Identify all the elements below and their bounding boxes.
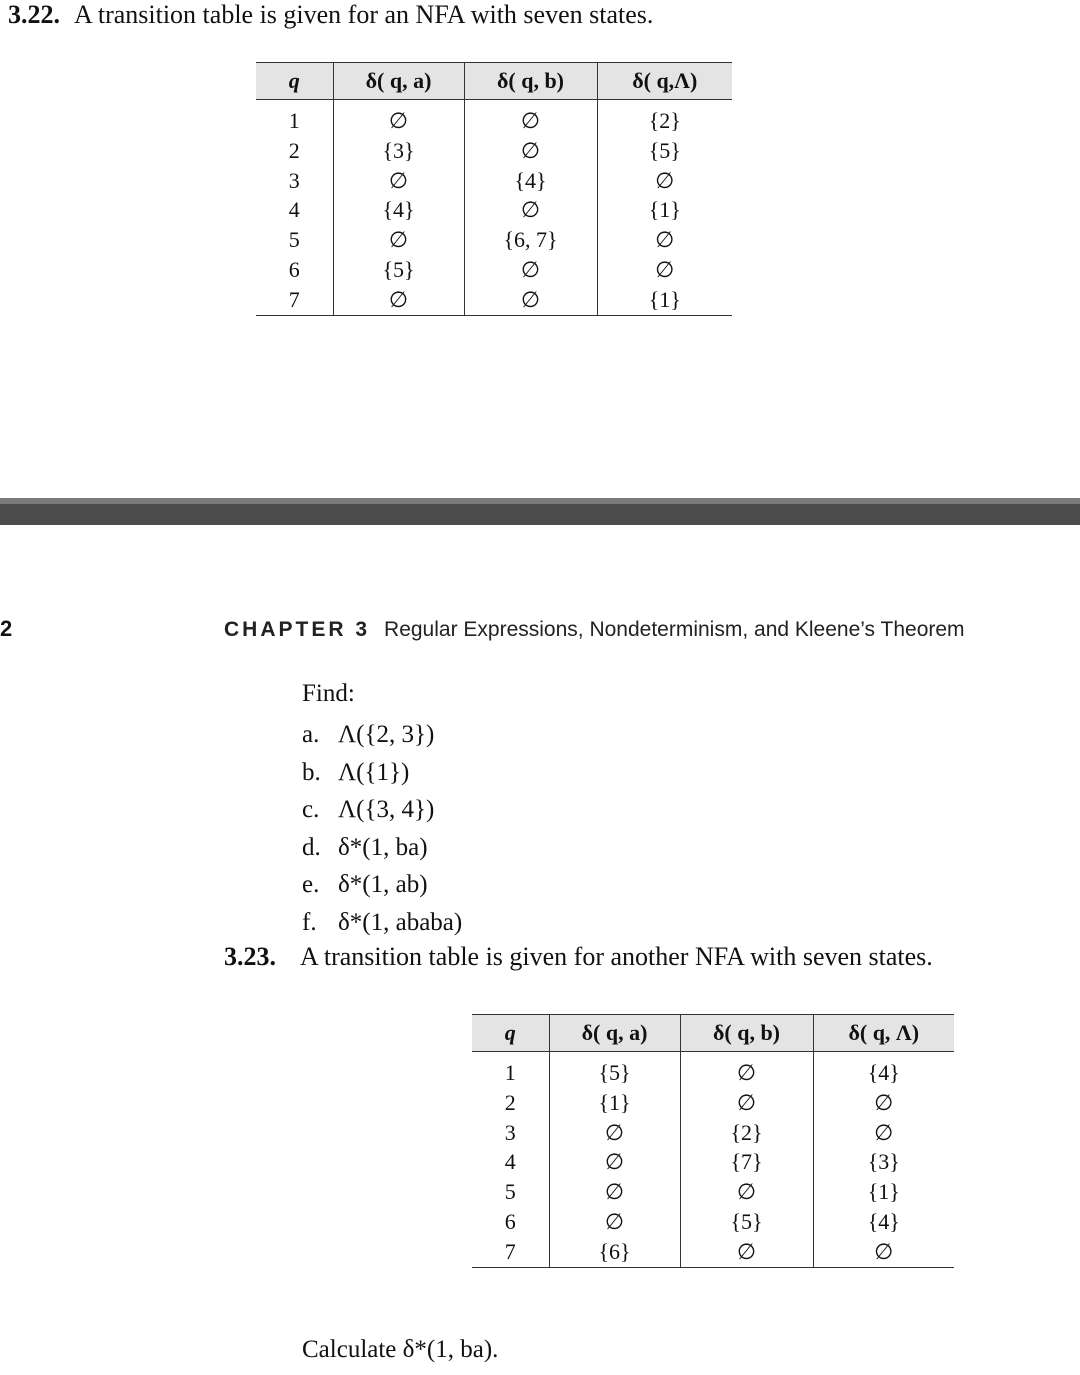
header-state: q	[256, 63, 333, 100]
page-number: 2	[0, 616, 13, 641]
page-separator-highlight	[0, 498, 1080, 504]
cell: ∅	[549, 1147, 680, 1177]
cell: {7}	[680, 1147, 813, 1177]
cell: 7	[256, 285, 333, 315]
table-row	[472, 1088, 954, 1118]
cell: ∅	[464, 285, 597, 315]
cell: {6}	[549, 1237, 680, 1267]
cell: 7	[472, 1237, 549, 1267]
table-row	[256, 255, 732, 285]
list-item	[302, 716, 462, 754]
cell: ∅	[464, 100, 597, 136]
cell: 3	[288, 167, 300, 193]
cell: {4}	[333, 195, 464, 225]
table-row	[256, 166, 732, 196]
item-label: f.	[302, 908, 317, 936]
chapter-title: Regular Expressions, Nondeterminism, and Kleene’s Theorem	[384, 618, 965, 641]
cell: {3}	[333, 136, 464, 166]
cell: 6	[288, 256, 300, 282]
item-label: b.	[302, 758, 321, 786]
list-item	[302, 904, 462, 942]
cell: 2	[288, 137, 300, 163]
item-label: e.	[302, 871, 320, 898]
cell: ∅	[813, 1088, 954, 1118]
transition-table-3-23	[472, 1014, 954, 1268]
cell: {4}	[464, 166, 597, 196]
cell: ∅	[464, 136, 597, 166]
header-delta-lambda: δ( q,Λ)	[597, 63, 732, 100]
transition-table-3-22	[256, 62, 732, 316]
cell: {2}	[597, 100, 732, 136]
header-delta-a: δ( q, a)	[333, 63, 464, 100]
running-header	[224, 618, 965, 642]
cell: ∅	[813, 1118, 954, 1148]
cell: 5	[288, 227, 300, 253]
cell: 2	[504, 1089, 516, 1115]
cell: {1}	[597, 285, 732, 315]
problem-3-22-statement	[8, 0, 653, 30]
list-item	[302, 866, 462, 904]
cell: {5}	[680, 1207, 813, 1237]
cell: ∅	[333, 285, 464, 315]
list-item	[302, 754, 462, 792]
chapter-label: CHAPTER 3	[224, 618, 371, 641]
cell: ∅	[333, 166, 464, 196]
cell: {3}	[813, 1147, 954, 1177]
table-row	[256, 195, 732, 225]
cell: {5}	[597, 136, 732, 166]
cell: {4}	[813, 1207, 954, 1237]
cell: {1}	[813, 1177, 954, 1207]
cell: 4	[288, 197, 300, 223]
cell: 6	[504, 1208, 516, 1234]
list-item	[302, 791, 462, 829]
cell: 4	[504, 1149, 516, 1175]
header-delta-b: δ( q, b)	[680, 1015, 813, 1052]
item-label: d.	[302, 833, 321, 861]
item-expression: Λ({3, 4})	[338, 796, 435, 823]
cell: ∅	[333, 225, 464, 255]
cell: {1}	[597, 195, 732, 225]
table-row	[472, 1147, 954, 1177]
cell: {1}	[549, 1088, 680, 1118]
item-expression: Λ({2, 3})	[338, 721, 435, 748]
cell: ∅	[464, 255, 597, 285]
table-row	[472, 1052, 954, 1088]
cell: ∅	[549, 1207, 680, 1237]
cell: 1	[288, 108, 300, 133]
problem-text: A transition table is given for an NFA with seven states.	[74, 0, 654, 29]
cell: {2}	[680, 1118, 813, 1148]
cell: ∅	[549, 1118, 680, 1148]
cell: ∅	[813, 1237, 954, 1267]
item-expression: δ*(1, ababa)	[338, 908, 463, 936]
cell: ∅	[597, 255, 732, 285]
cell: 5	[504, 1179, 516, 1205]
problem-text: A transition table is given for another NFA with seven states.	[300, 942, 933, 971]
problem-number: 3.23.	[224, 942, 276, 971]
item-expression: Λ({1})	[338, 758, 410, 786]
cell: ∅	[680, 1088, 813, 1118]
header-delta-a: δ( q, a)	[549, 1015, 680, 1052]
find-label: Find:	[302, 680, 355, 707]
cell: {5}	[333, 255, 464, 285]
cell: ∅	[333, 100, 464, 136]
list-item	[302, 829, 462, 867]
cell: ∅	[549, 1177, 680, 1207]
problem-number: 3.22.	[8, 0, 60, 29]
cell: ∅	[597, 225, 732, 255]
table-row	[256, 225, 732, 255]
cell: ∅	[464, 195, 597, 225]
table-row	[472, 1237, 954, 1267]
cell: 3	[504, 1119, 516, 1145]
cell: {4}	[813, 1052, 954, 1088]
cell: ∅	[680, 1237, 813, 1267]
problem-3-23-statement	[224, 942, 933, 972]
table-row	[256, 100, 732, 136]
find-items-list	[302, 716, 462, 941]
calculate-instruction: Calculate δ*(1, ba).	[302, 1336, 499, 1363]
item-label: c.	[302, 796, 320, 823]
header-delta-lambda: δ( q, Λ)	[813, 1015, 954, 1052]
table-row	[256, 285, 732, 315]
header-delta-b: δ( q, b)	[464, 63, 597, 100]
cell: {5}	[549, 1052, 680, 1088]
header-state: q	[472, 1015, 549, 1052]
item-label: a.	[302, 721, 320, 748]
cell: ∅	[597, 166, 732, 196]
cell: {6, 7}	[464, 225, 597, 255]
table-row	[256, 136, 732, 166]
table-row	[472, 1118, 954, 1148]
cell: 1	[504, 1060, 516, 1085]
table-row	[472, 1207, 954, 1237]
table-row	[472, 1177, 954, 1207]
item-expression: δ*(1, ba)	[338, 833, 428, 861]
cell: ∅	[680, 1177, 813, 1207]
cell: ∅	[680, 1052, 813, 1088]
item-expression: δ*(1, ab)	[338, 871, 428, 898]
